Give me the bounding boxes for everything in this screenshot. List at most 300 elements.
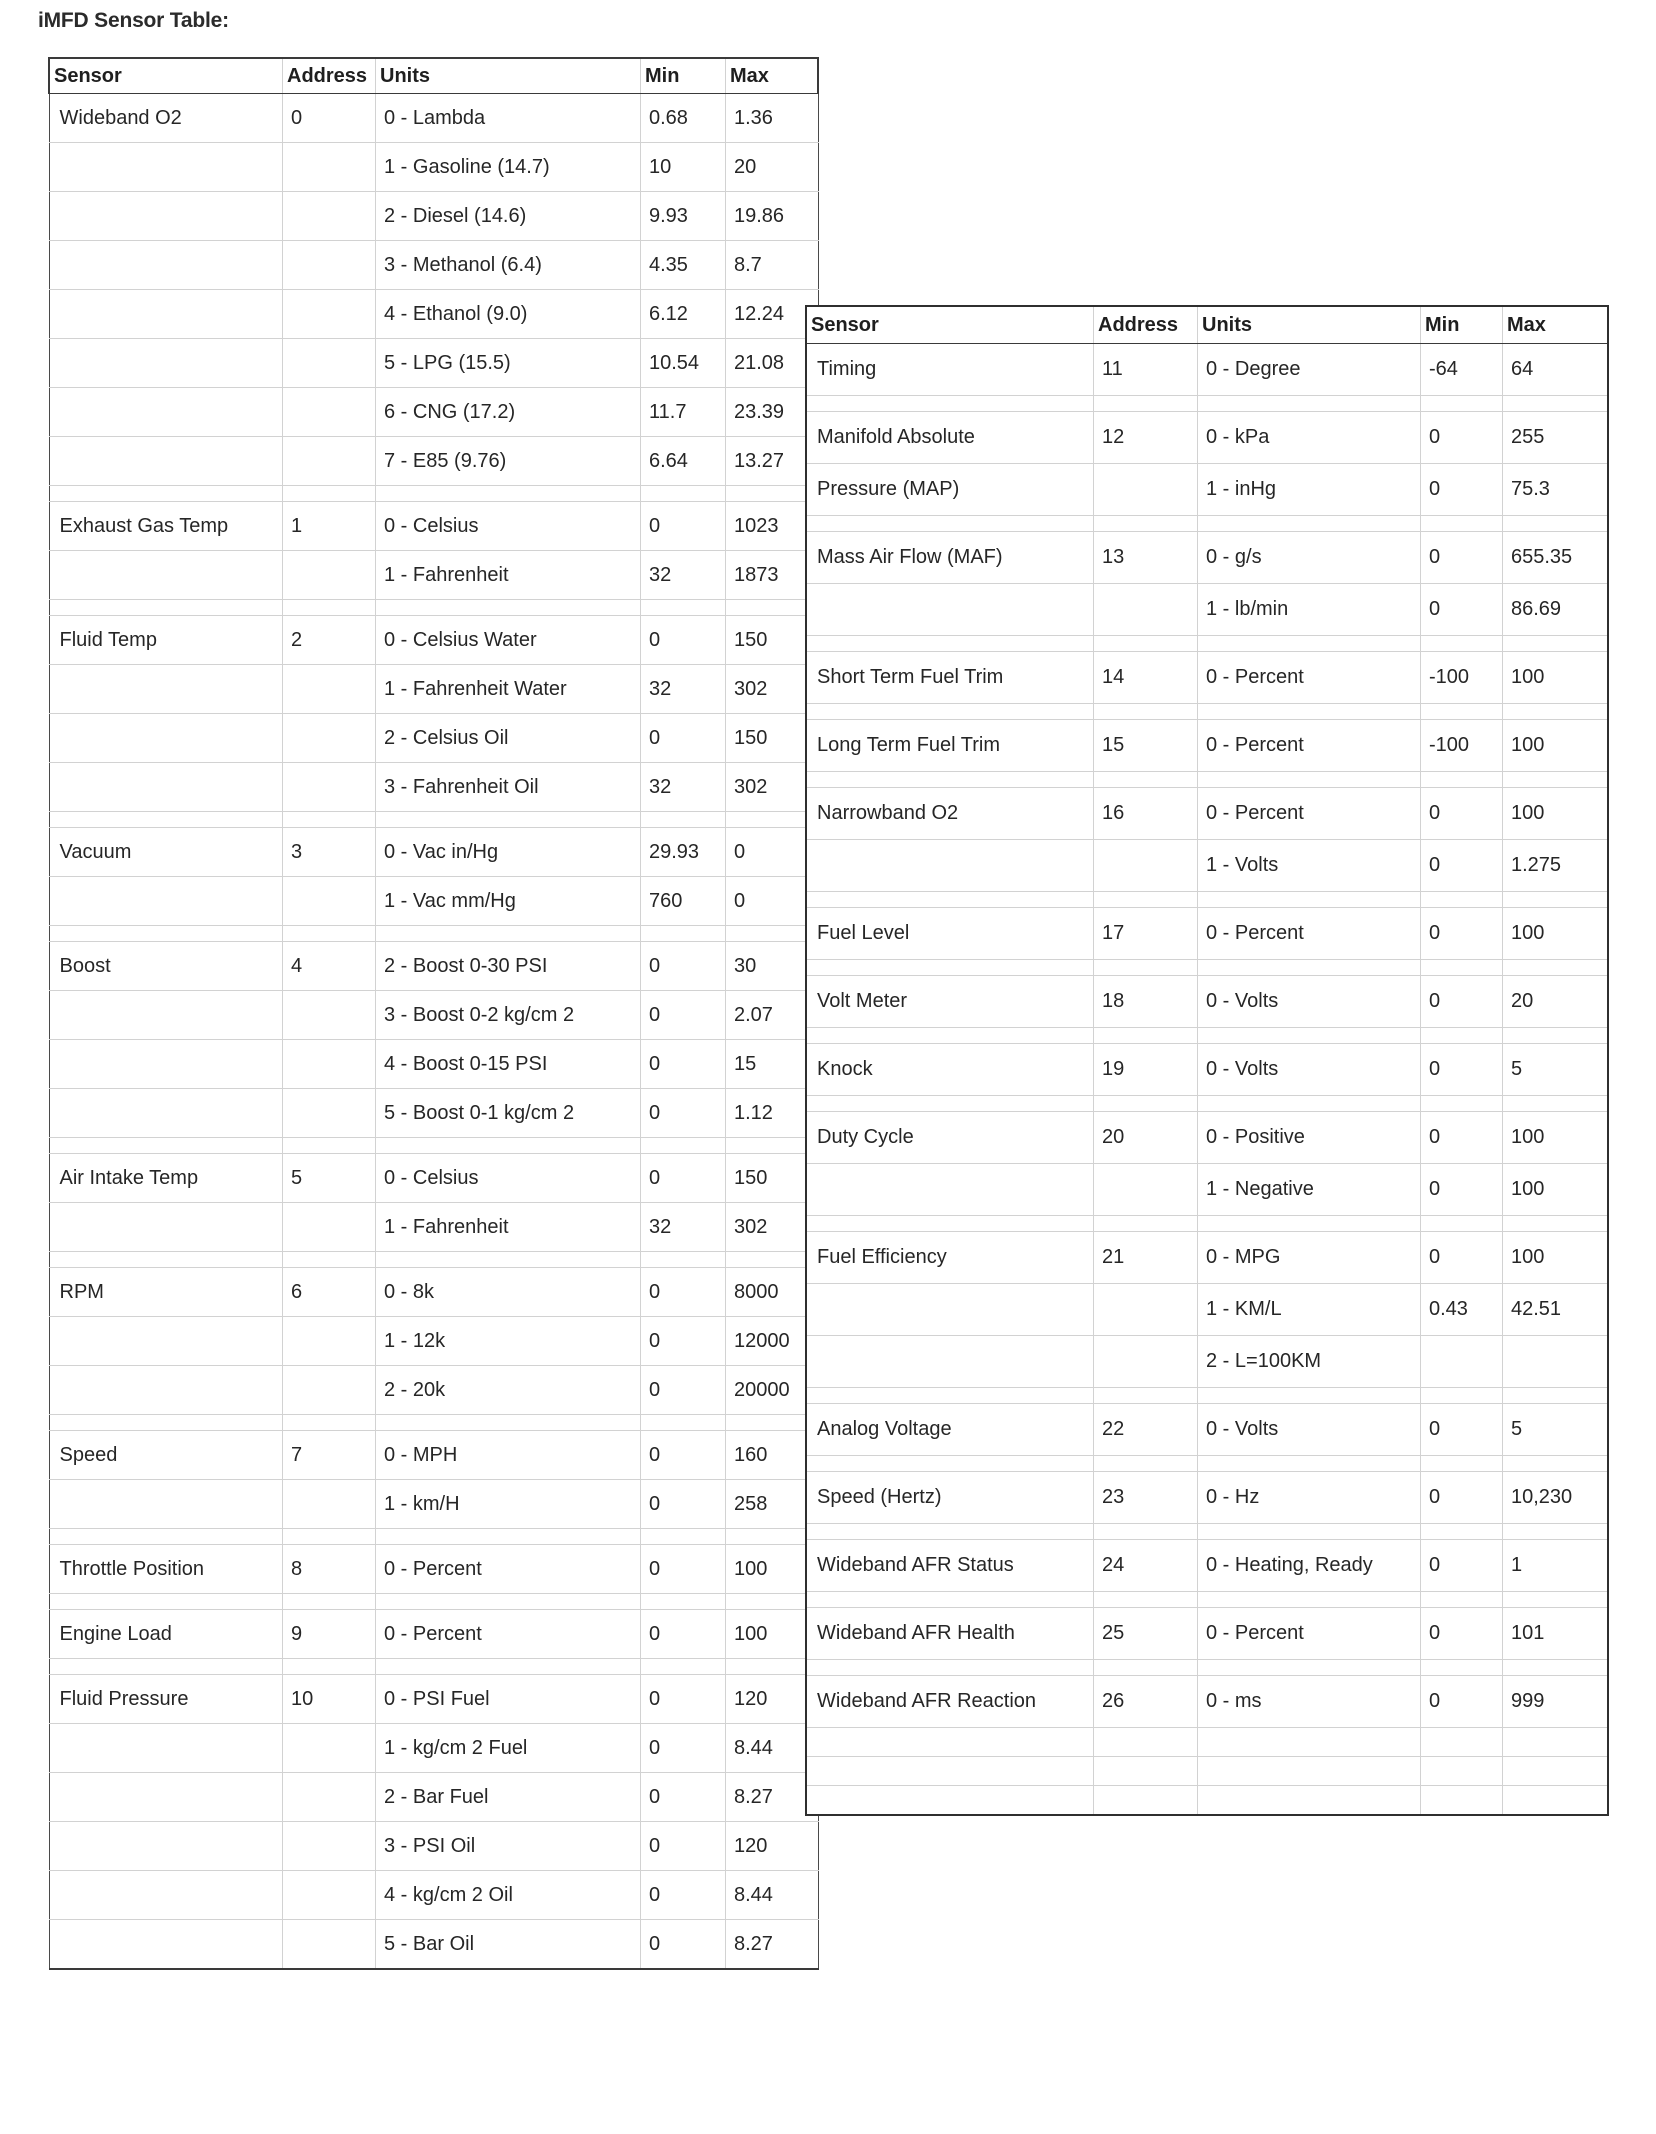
cell-address: [283, 665, 376, 714]
cell-empty: [376, 1252, 641, 1268]
cell-units: 0 - Percent: [1198, 788, 1421, 840]
table-group-separator: [807, 516, 1607, 532]
cell-min: 0: [641, 1822, 726, 1871]
cell-sensor: Speed: [49, 1431, 283, 1480]
cell-empty: [641, 812, 726, 828]
cell-min: 0: [641, 1317, 726, 1366]
cell-min: 0: [1421, 1112, 1503, 1164]
table-group-separator: [49, 486, 818, 502]
cell-sensor: [49, 1040, 283, 1089]
table-row: [807, 976, 1607, 1028]
cell-sensor: [49, 388, 283, 437]
cell-units: 1 - KM/L: [1198, 1284, 1421, 1336]
table-row: [807, 1044, 1607, 1096]
cell-max: 2.07: [726, 991, 819, 1040]
cell-max: 20000: [726, 1366, 819, 1415]
cell-empty: [1198, 1786, 1421, 1815]
cell-empty: [1094, 396, 1198, 412]
table-row: [49, 1675, 818, 1724]
cell-sensor: [49, 714, 283, 763]
cell-max: 8.44: [726, 1871, 819, 1920]
cell-max: 255: [1503, 412, 1608, 464]
cell-units: 3 - PSI Oil: [376, 1822, 641, 1871]
cell-address: 12: [1094, 412, 1198, 464]
cell-empty: [1421, 636, 1503, 652]
cell-min: 29.93: [641, 828, 726, 877]
cell-min: 0: [1421, 1404, 1503, 1456]
cell-empty: [1503, 1660, 1608, 1676]
column-header-address: Address: [283, 58, 376, 94]
cell-min: 0: [1421, 1044, 1503, 1096]
cell-max: 120: [726, 1822, 819, 1871]
cell-units: 0 - Volts: [1198, 1404, 1421, 1456]
cell-max: 15: [726, 1040, 819, 1089]
cell-min: 0: [641, 616, 726, 665]
table-group-separator: [807, 960, 1607, 976]
cell-empty: [283, 812, 376, 828]
cell-max: 100: [1503, 720, 1608, 772]
table-row: [807, 1472, 1607, 1524]
cell-min: 32: [641, 551, 726, 600]
cell-min: 0: [641, 991, 726, 1040]
cell-units: 3 - Methanol (6.4): [376, 241, 641, 290]
cell-empty: [376, 1415, 641, 1431]
table-group-separator: [49, 1659, 818, 1675]
cell-empty: [641, 926, 726, 942]
cell-empty: [1421, 1786, 1503, 1815]
cell-min: 0: [641, 502, 726, 551]
cell-address: [283, 551, 376, 600]
left-table-container: [48, 57, 819, 1970]
cell-empty: [807, 1216, 1094, 1232]
cell-min: 0: [1421, 788, 1503, 840]
cell-address: [283, 1822, 376, 1871]
table-row: [49, 437, 818, 486]
table-row: [807, 344, 1607, 396]
cell-empty: [1421, 1216, 1503, 1232]
cell-empty: [1094, 1524, 1198, 1540]
cell-units: 0 - Hz: [1198, 1472, 1421, 1524]
table-row: [49, 1431, 818, 1480]
cell-min: 0: [1421, 464, 1503, 516]
table-group-separator: [49, 1138, 818, 1154]
cell-empty: [376, 486, 641, 502]
cell-address: [283, 1203, 376, 1252]
cell-address: 20: [1094, 1112, 1198, 1164]
table-group-separator: [49, 1252, 818, 1268]
cell-units: 0 - 8k: [376, 1268, 641, 1317]
cell-sensor: Fuel Level: [807, 908, 1094, 960]
cell-sensor: [807, 840, 1094, 892]
cell-empty: [1503, 1592, 1608, 1608]
column-header-max: Max: [1503, 307, 1608, 344]
table-group-separator: [49, 812, 818, 828]
cell-empty: [1421, 960, 1503, 976]
cell-address: [283, 192, 376, 241]
table-row: [49, 192, 818, 241]
table-group-separator: [49, 926, 818, 942]
table-row: [49, 1089, 818, 1138]
table-row: [49, 1268, 818, 1317]
table-group-separator: [807, 1028, 1607, 1044]
table-group-separator: [807, 1524, 1607, 1540]
cell-sensor: Wideband AFR Reaction: [807, 1676, 1094, 1728]
cell-address: 21: [1094, 1232, 1198, 1284]
cell-sensor: [49, 991, 283, 1040]
cell-sensor: Vacuum: [49, 828, 283, 877]
cell-max: 100: [1503, 1232, 1608, 1284]
cell-units: 1 - 12k: [376, 1317, 641, 1366]
cell-empty: [1421, 1388, 1503, 1404]
cell-max: 999: [1503, 1676, 1608, 1728]
cell-units: 3 - Fahrenheit Oil: [376, 763, 641, 812]
cell-empty: [807, 636, 1094, 652]
cell-empty: [1094, 1757, 1198, 1786]
page-title: iMFD Sensor Table:: [38, 9, 229, 32]
cell-empty: [1503, 1028, 1608, 1044]
cell-sensor: [49, 551, 283, 600]
cell-address: [283, 1871, 376, 1920]
cell-units: 1 - Gasoline (14.7): [376, 143, 641, 192]
cell-empty: [1421, 1456, 1503, 1472]
cell-sensor: [807, 584, 1094, 636]
cell-empty: [376, 1594, 641, 1610]
cell-min: 0: [641, 1268, 726, 1317]
cell-empty: [1503, 1216, 1608, 1232]
cell-empty: [1421, 1728, 1503, 1757]
cell-units: 0 - Degree: [1198, 344, 1421, 396]
cell-max: 258: [726, 1480, 819, 1529]
cell-address: [1094, 1284, 1198, 1336]
cell-sensor: [807, 1164, 1094, 1216]
table-header-row: [49, 58, 818, 94]
table-empty-row: [807, 1786, 1607, 1815]
right-table-container: [805, 305, 1609, 1816]
table-row: [49, 991, 818, 1040]
table-row: [807, 1676, 1607, 1728]
table-row: [49, 388, 818, 437]
cell-sensor: Short Term Fuel Trim: [807, 652, 1094, 704]
cell-empty: [1503, 1388, 1608, 1404]
table-row: [807, 652, 1607, 704]
cell-sensor: [49, 339, 283, 388]
cell-min: 0.43: [1421, 1284, 1503, 1336]
cell-address: 19: [1094, 1044, 1198, 1096]
table-group-separator: [807, 1096, 1607, 1112]
cell-empty: [641, 1659, 726, 1675]
cell-empty: [376, 926, 641, 942]
cell-min: 0: [641, 1089, 726, 1138]
cell-address: [283, 714, 376, 763]
cell-sensor: [49, 1203, 283, 1252]
table-row: [807, 584, 1607, 636]
table-row: [49, 1317, 818, 1366]
table-row: [807, 1336, 1607, 1388]
cell-min: 0: [641, 1040, 726, 1089]
cell-sensor: Pressure (MAP): [807, 464, 1094, 516]
cell-sensor: Speed (Hertz): [807, 1472, 1094, 1524]
table-empty-row: [807, 1757, 1607, 1786]
cell-empty: [1198, 1216, 1421, 1232]
cell-address: 0: [283, 94, 376, 143]
cell-empty: [1421, 1096, 1503, 1112]
cell-units: 0 - PSI Fuel: [376, 1675, 641, 1724]
cell-max: 19.86: [726, 192, 819, 241]
cell-empty: [1421, 892, 1503, 908]
cell-empty: [1198, 636, 1421, 652]
cell-units: 0 - ms: [1198, 1676, 1421, 1728]
table-row: [807, 1232, 1607, 1284]
cell-min: 0: [1421, 908, 1503, 960]
cell-empty: [283, 1659, 376, 1675]
cell-empty: [807, 1592, 1094, 1608]
cell-min: 0: [1421, 1164, 1503, 1216]
column-header-sensor: Sensor: [807, 307, 1094, 344]
cell-sensor: [49, 241, 283, 290]
cell-max: 0: [726, 877, 819, 926]
table-group-separator: [807, 704, 1607, 720]
cell-min: 0: [1421, 1676, 1503, 1728]
cell-address: [283, 437, 376, 486]
table-row: [49, 616, 818, 665]
cell-units: 0 - Celsius: [376, 1154, 641, 1203]
cell-max: 1.36: [726, 94, 819, 143]
table-row: [49, 665, 818, 714]
cell-empty: [807, 892, 1094, 908]
cell-empty: [1094, 1786, 1198, 1815]
cell-min: 0: [641, 1724, 726, 1773]
cell-address: [283, 1366, 376, 1415]
cell-empty: [376, 1659, 641, 1675]
table-row: [49, 1203, 818, 1252]
cell-empty: [1503, 1728, 1608, 1757]
table-row: [49, 1822, 818, 1871]
cell-min: 0: [641, 1480, 726, 1529]
cell-empty: [1094, 892, 1198, 908]
cell-units: 0 - Volts: [1198, 976, 1421, 1028]
cell-units: 1 - km/H: [376, 1480, 641, 1529]
table-row: [49, 828, 818, 877]
cell-address: 22: [1094, 1404, 1198, 1456]
cell-address: [283, 1480, 376, 1529]
cell-units: 0 - Celsius Water: [376, 616, 641, 665]
imfd-sensor-table-part-1: [48, 57, 819, 1970]
cell-min: 10: [641, 143, 726, 192]
cell-max: 100: [1503, 652, 1608, 704]
cell-empty: [49, 1659, 283, 1675]
cell-max: 42.51: [1503, 1284, 1608, 1336]
cell-empty: [641, 1529, 726, 1545]
cell-max: 8.27: [726, 1920, 819, 1970]
table-row: [49, 942, 818, 991]
cell-units: 5 - Bar Oil: [376, 1920, 641, 1970]
cell-max: 23.39: [726, 388, 819, 437]
cell-empty: [376, 1138, 641, 1154]
cell-empty: [1198, 1456, 1421, 1472]
cell-min: 0: [1421, 1472, 1503, 1524]
cell-sensor: Fluid Temp: [49, 616, 283, 665]
cell-sensor: Mass Air Flow (MAF): [807, 532, 1094, 584]
cell-empty: [1421, 772, 1503, 788]
left-table-body: [49, 58, 818, 1969]
cell-empty: [1198, 704, 1421, 720]
cell-sensor: [49, 1724, 283, 1773]
cell-address: [283, 290, 376, 339]
cell-min: 760: [641, 877, 726, 926]
cell-address: [283, 877, 376, 926]
cell-sensor: [49, 1317, 283, 1366]
cell-empty: [641, 486, 726, 502]
cell-sensor: Timing: [807, 344, 1094, 396]
cell-address: 4: [283, 942, 376, 991]
cell-empty: [807, 704, 1094, 720]
cell-address: 17: [1094, 908, 1198, 960]
cell-sensor: Air Intake Temp: [49, 1154, 283, 1203]
cell-empty: [1198, 960, 1421, 976]
table-row: [807, 1404, 1607, 1456]
table-group-separator: [807, 772, 1607, 788]
cell-address: 13: [1094, 532, 1198, 584]
cell-address: [283, 1920, 376, 1970]
cell-address: 9: [283, 1610, 376, 1659]
table-row: [49, 1366, 818, 1415]
column-header-sensor: Sensor: [49, 58, 283, 94]
cell-address: [283, 143, 376, 192]
cell-sensor: Fluid Pressure: [49, 1675, 283, 1724]
table-row: [807, 908, 1607, 960]
cell-empty: [1094, 1216, 1198, 1232]
cell-max: 12000: [726, 1317, 819, 1366]
cell-empty: [1503, 636, 1608, 652]
cell-units: 7 - E85 (9.76): [376, 437, 641, 486]
cell-units: 1 - Volts: [1198, 840, 1421, 892]
cell-units: 5 - Boost 0-1 kg/cm 2: [376, 1089, 641, 1138]
cell-units: 0 - MPH: [376, 1431, 641, 1480]
table-empty-row: [807, 1728, 1607, 1757]
cell-sensor: Duty Cycle: [807, 1112, 1094, 1164]
cell-sensor: Manifold Absolute: [807, 412, 1094, 464]
cell-max: 20: [1503, 976, 1608, 1028]
cell-max: 150: [726, 714, 819, 763]
cell-min: 9.93: [641, 192, 726, 241]
cell-empty: [1198, 1388, 1421, 1404]
cell-empty: [283, 1415, 376, 1431]
cell-min: 0: [1421, 840, 1503, 892]
cell-empty: [1094, 1660, 1198, 1676]
cell-units: 2 - L=100KM: [1198, 1336, 1421, 1388]
cell-empty: [1198, 1524, 1421, 1540]
cell-empty: [49, 1594, 283, 1610]
table-row: [49, 714, 818, 763]
cell-min: 0: [641, 942, 726, 991]
table-row: [49, 763, 818, 812]
table-row: [49, 1040, 818, 1089]
cell-max: 101: [1503, 1608, 1608, 1660]
column-header-min: Min: [1421, 307, 1503, 344]
cell-empty: [807, 516, 1094, 532]
cell-min: 0: [641, 714, 726, 763]
cell-max: 1: [1503, 1540, 1608, 1592]
table-row: [49, 1154, 818, 1203]
cell-empty: [807, 1757, 1094, 1786]
table-group-separator: [807, 1456, 1607, 1472]
table-row: [49, 339, 818, 388]
cell-empty: [49, 1529, 283, 1545]
cell-empty: [807, 1728, 1094, 1757]
table-group-separator: [807, 1592, 1607, 1608]
cell-units: 0 - Volts: [1198, 1044, 1421, 1096]
cell-max: 1.275: [1503, 840, 1608, 892]
cell-sensor: [49, 192, 283, 241]
cell-empty: [1094, 1388, 1198, 1404]
cell-max: 10,230: [1503, 1472, 1608, 1524]
cell-sensor: [49, 290, 283, 339]
cell-sensor: [49, 877, 283, 926]
cell-empty: [641, 1594, 726, 1610]
cell-sensor: [49, 1773, 283, 1822]
table-group-separator: [49, 1415, 818, 1431]
cell-empty: [1094, 636, 1198, 652]
cell-min: 4.35: [641, 241, 726, 290]
cell-max: 150: [726, 1154, 819, 1203]
cell-min: 32: [641, 763, 726, 812]
cell-empty: [641, 1138, 726, 1154]
cell-address: [1094, 840, 1198, 892]
cell-max: 75.3: [1503, 464, 1608, 516]
cell-empty: [1094, 960, 1198, 976]
cell-max: 302: [726, 665, 819, 714]
cell-empty: [1198, 772, 1421, 788]
table-row: [807, 532, 1607, 584]
cell-min: 0: [641, 1366, 726, 1415]
table-row: [807, 1540, 1607, 1592]
cell-empty: [1094, 1592, 1198, 1608]
cell-empty: [807, 396, 1094, 412]
cell-min: 10.54: [641, 339, 726, 388]
table-row: [49, 1871, 818, 1920]
cell-max: 12.24: [726, 290, 819, 339]
table-row: [807, 840, 1607, 892]
cell-units: 2 - Bar Fuel: [376, 1773, 641, 1822]
cell-address: [283, 1040, 376, 1089]
cell-sensor: Narrowband O2: [807, 788, 1094, 840]
cell-empty: [1503, 1524, 1608, 1540]
cell-max: 20: [726, 143, 819, 192]
cell-units: 1 - lb/min: [1198, 584, 1421, 636]
cell-units: 1 - Vac mm/Hg: [376, 877, 641, 926]
cell-min: 0: [1421, 412, 1503, 464]
cell-address: [283, 241, 376, 290]
cell-empty: [807, 1456, 1094, 1472]
cell-address: 25: [1094, 1608, 1198, 1660]
cell-min: 0: [1421, 976, 1503, 1028]
cell-max: 64: [1503, 344, 1608, 396]
cell-units: 2 - Celsius Oil: [376, 714, 641, 763]
cell-max: 1023: [726, 502, 819, 551]
cell-address: 23: [1094, 1472, 1198, 1524]
cell-address: 5: [283, 1154, 376, 1203]
cell-empty: [1503, 892, 1608, 908]
cell-sensor: [49, 1480, 283, 1529]
cell-max: 8.7: [726, 241, 819, 290]
cell-address: [283, 1317, 376, 1366]
cell-units: 0 - Lambda: [376, 94, 641, 143]
table-row: [49, 1724, 818, 1773]
cell-empty: [376, 600, 641, 616]
cell-sensor: [49, 1920, 283, 1970]
table-group-separator: [49, 600, 818, 616]
cell-sensor: [49, 1089, 283, 1138]
